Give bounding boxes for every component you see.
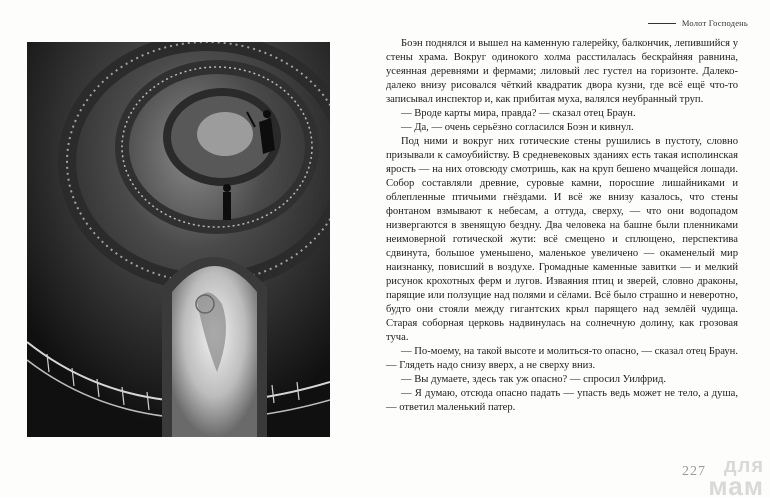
paragraph: — Да, — очень серьёзно согласился Боэн и кивнул.	[401, 122, 634, 134]
paragraph: — Вроде карты мира, правда? — сказал отец Браун.	[401, 108, 636, 120]
running-header	[648, 18, 748, 28]
watermark-line: для	[723, 455, 764, 477]
paragraph: Боэн поднялся и вышел на каменную галерейку, балкончик, лепившийся у стены храма. Вокруг одинокого холма расстилалась бескрайняя равнина, усеянная деревнями и фермами; лиловый лес густел на горизонте. Далеко-далеко внизу рисовался чёткий квадратик двора кузни, где всё ещё что-то записывал инспектор и, как прибитая муха, валялся неубранный труп.	[386, 38, 738, 106]
spiral-staircase-illustration	[27, 42, 330, 437]
paragraph: — Я думаю, отсюда опасно падать — упасть ведь может не тело, а душа, — ответил маленький патер.	[386, 388, 738, 414]
header-rule	[648, 23, 676, 24]
paragraph: — Вы думаете, здесь так уж опасно? — спросил Уилфрид.	[401, 374, 667, 386]
running-title: Молот Господень	[681, 18, 748, 28]
watermark-line: мам	[708, 471, 764, 501]
page-number: 227	[682, 464, 706, 479]
paragraph: Под ними и вокруг них готические стены рушились в пустоту, словно призывали к самоубийству. В средневековых зданиях есть такая исполинская ярость — на них отовсюду смотришь, как на круп бешено мчащейся лошади. Собор составляли древние, суровые камни, поросшие лишайниками и облепленные птичьими гнёздами. И всё же внизу казалось, что стены фонтаном взмывают к небесам, а оттуда, сверху, — что они водопадом низвергаются в звенящую бездну. Два человека на башне были пленниками неимоверной готической жути: всё смещено и сплющено, перспектива сдвинута, большое уменьшено, маленькое увеличено — окаменелый мир наизнанку, повисший в воздухе. Громадные каменные завитки — и мелкий рисунок крохотных ферм и лугов. Изваяния птиц и зверей, словно драконы, парящие или ползущие над полями и сёлами. Всё было страшно и неверотно, будто они стояли между гигантских крыл парящего над землёй чудища. Старая соборная церковь надвинулась на солнечную долину, как грозовая туча.	[386, 136, 738, 344]
paragraph: — По-моему, на такой высоте и молиться-то опасно, — сказал отец Браун. — Глядеть надо снизу вверх, а не сверху вниз.	[386, 346, 738, 372]
watermark	[708, 455, 764, 501]
body-text	[386, 37, 738, 415]
